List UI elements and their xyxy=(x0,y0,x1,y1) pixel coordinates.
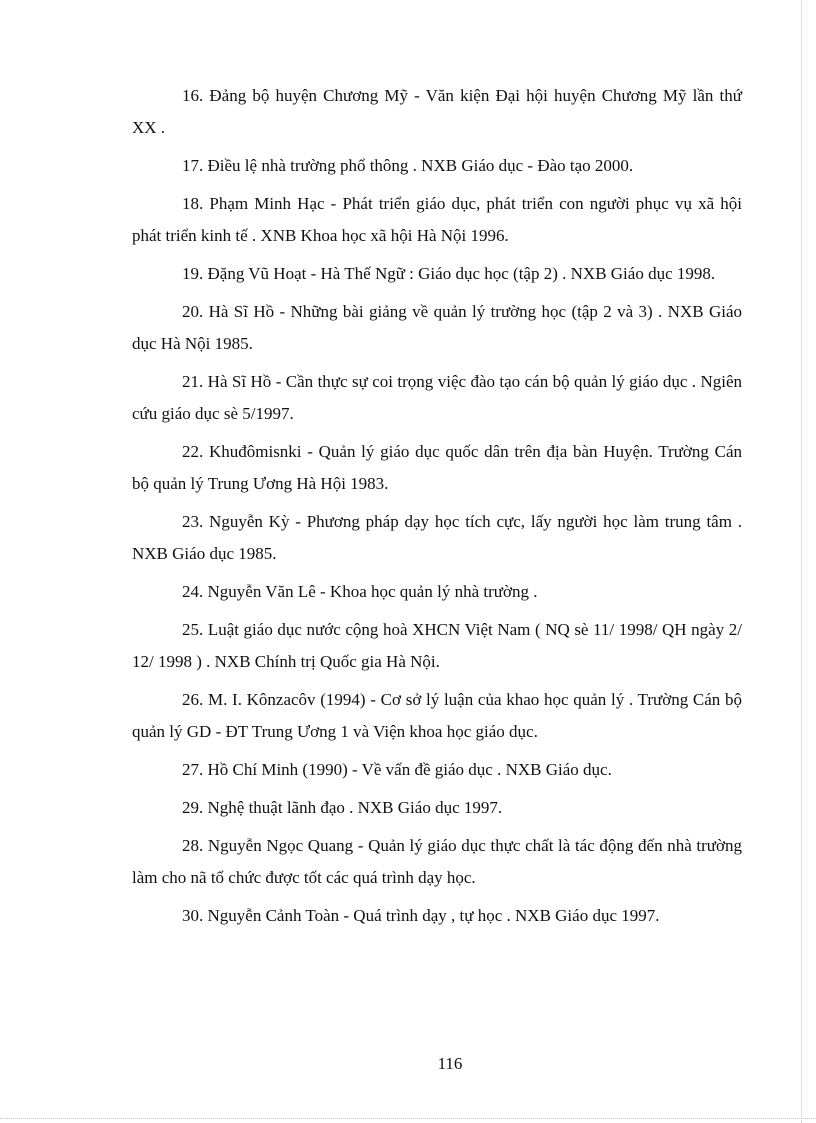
reference-item: 29. Nghệ thuật lãnh đạo . NXB Giáo dục 1997. xyxy=(182,798,503,817)
reference-item: 24. Nguyễn Văn Lê - Khoa học quản lý nhà trường . xyxy=(182,582,538,601)
reference-item: 18. Phạm Minh Hạc - Phát triển giáo dục, phát triển con người phục vụ xã hội phát triển kinh tế . XNB Khoa học xã hội Hà Nội 1996. xyxy=(132,194,742,245)
reference-item: 25. Luật giáo dục nước cộng hoà XHCN Việt Nam ( NQ sè 11/ 1998/ QH ngày 2/ 12/ 1998 ) . NXB Chính trị Quốc gia Hà Nội. xyxy=(132,620,742,671)
page-border-right xyxy=(801,0,802,1123)
reference-list xyxy=(132,80,742,938)
reference-item: 22. Khuđômisnki - Quản lý giáo dục quốc dân trên địa bàn Huyện. Trường Cán bộ quản lý Trung Ương Hà Hội 1983. xyxy=(132,442,742,493)
reference-item: 26. M. I. Kônzacôv (1994) - Cơ sở lý luận của khao học quản lý . Trường Cán bộ quản lý GD - ĐT Trung Ương 1 và Viện khoa học giáo dục. xyxy=(132,690,742,741)
reference-item: 30. Nguyễn Cảnh Toàn - Quá trình dạy , tự học . NXB Giáo dục 1997. xyxy=(182,906,660,925)
reference-item: 16. Đảng bộ huyện Chương Mỹ - Văn kiện Đại hội huyện Chương Mỹ lần thứ XX . xyxy=(132,86,742,137)
page-border-bottom xyxy=(0,1118,816,1119)
page-number: 116 xyxy=(437,1054,463,1073)
reference-item: 17. Điều lệ nhà trường phổ thông . NXB Giáo dục - Đào tạo 2000. xyxy=(182,156,634,175)
reference-item: 21. Hà Sĩ Hồ - Cần thực sự coi trọng việc đào tạo cán bộ quản lý giáo dục . Ngiên cứu giáo dục sè 5/1997. xyxy=(132,372,742,423)
reference-item: 28. Nguyễn Ngọc Quang - Quản lý giáo dục thực chất là tác động đến nhà trường làm cho nã tổ chức được tốt các quá trình dạy học. xyxy=(132,836,742,887)
reference-item: 19. Đặng Vũ Hoạt - Hà Thế Ngữ : Giáo dục học (tập 2) . NXB Giáo dục 1998. xyxy=(182,264,716,283)
reference-item: 27. Hồ Chí Minh (1990) - Về vấn đề giáo dục . NXB Giáo dục. xyxy=(182,760,612,779)
reference-item: 20. Hà Sĩ Hồ - Những bài giảng về quản lý trường học (tập 2 và 3) . NXB Giáo dục Hà Nội 1985. xyxy=(132,302,742,353)
reference-item: 23. Nguyễn Kỳ - Phương pháp dạy học tích cực, lấy người học làm trung tâm . NXB Giáo dục 1985. xyxy=(132,512,742,563)
